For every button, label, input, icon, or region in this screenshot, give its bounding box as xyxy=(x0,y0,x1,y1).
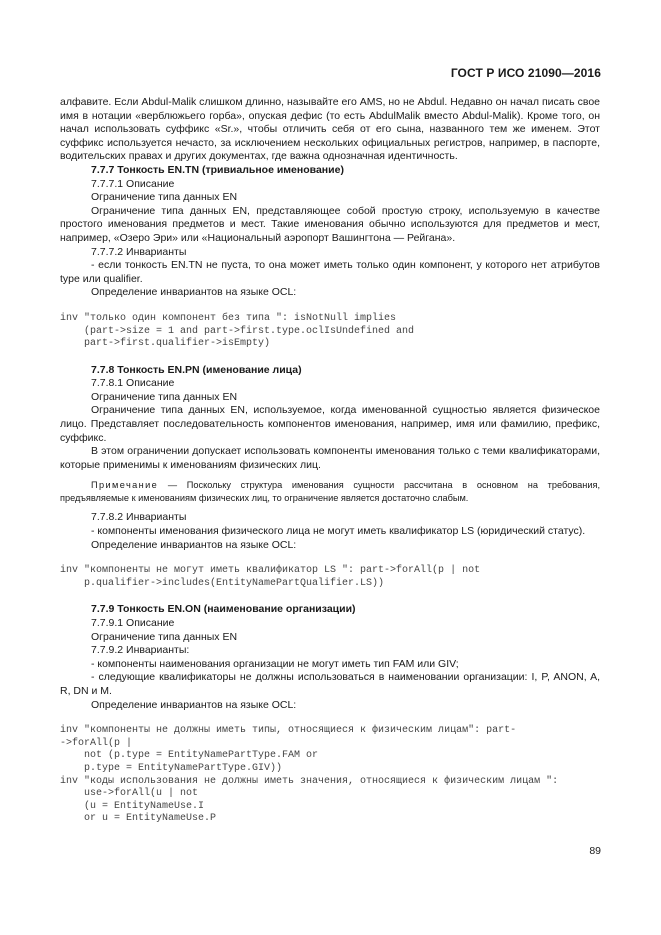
section-heading-778: 7.7.8 Тонкость EN.PN (именование лица) xyxy=(91,363,302,376)
constraint-line: Ограничение типа данных EN xyxy=(91,390,238,403)
invariant-item: - компоненты именования физического лица не могут иметь квалификатор LS (юридический статус). xyxy=(91,525,586,538)
ocl-code-block: inv "компоненты не могут иметь квалификатор LS ": part->forAll(p | not p.qualifier->includes(EntityNamePartQualifier.LS)) xyxy=(60,565,481,589)
note-label: Примечание xyxy=(91,480,159,491)
page-content xyxy=(60,96,600,826)
subsection-7791: 7.7.9.1 Описание xyxy=(91,617,175,629)
constraint-line: Ограничение типа данных EN xyxy=(91,630,238,643)
section-heading-777: 7.7.7 Тонкость EN.TN (тривиальное именование) xyxy=(91,163,344,176)
document-header: ГОСТ Р ИСО 21090—2016 xyxy=(450,66,601,80)
subsection-7781: 7.7.8.1 Описание xyxy=(91,377,175,390)
invariant-item: - если тонкость EN.TN не пуста, то она может иметь только один компонент, у которого нет атрибутов type или qualifier. xyxy=(60,259,600,285)
ocl-code-block: inv "только один компонент без типа ": isNotNull implies (part->size = 1 and part->first.type.oclIsUndefined and part->first.qualifier->isEmpty) xyxy=(60,312,415,350)
section-heading-779: 7.7.9 Тонкость EN.ON (наименование организации) xyxy=(91,603,356,616)
subsection-7792: 7.7.9.2 Инварианты: xyxy=(91,644,190,657)
subsection-7782: 7.7.8.2 Инварианты xyxy=(91,511,187,524)
invariant-item: - следующие квалификаторы не должны использоваться в наименовании организации: I, P, ANON, A, R, DN и M. xyxy=(60,671,600,697)
note-text: — Поскольку структура именования сущности рассчитана в основном на требования, предъявляемые к именованиям физических лиц, то ограничение является достаточно слабым. xyxy=(60,480,600,503)
page-number: 89 xyxy=(589,845,601,857)
ocl-label: Определение инвариантов на языке OCL: xyxy=(91,698,297,711)
constraint-line: Ограничение типа данных EN xyxy=(91,191,238,204)
invariant-item: - компоненты наименования организации не могут иметь тип FAM или GIV; xyxy=(91,657,459,670)
description-paragraph-2: В этом ограничении допускает использовать компоненты именования только с теми квалификаторами, которые применимы к именованиям физических лиц. xyxy=(60,445,600,471)
intro-paragraph: алфавите. Если Abdul-Malik слишком длинно, называйте его AMS, но не Abdul. Недавно он начал писать свое имя в нотации «верблюжьего горба», опуская дефис (то есть AbdulMalik вместо Abdul-Malik). Кроме того, он начал использовать суффикс «Sr.», чтобы отличить себя от его сына, названного тем же именем. Этот суффикс используется нечасто, за исключением нескольких официальных регистров, например, в паспорте, водительских правах и других документах, где важна однозначная идентичность. xyxy=(60,96,600,163)
subsection-7771: 7.7.7.1 Описание xyxy=(91,177,175,190)
ocl-label: Определение инвариантов на языке OCL: xyxy=(91,286,297,299)
note-paragraph xyxy=(60,479,600,504)
subsection-7772: 7.7.7.2 Инварианты xyxy=(91,245,187,258)
description-paragraph: Ограничение типа данных EN, используемое, когда именованной сущностью является физическое лицо. Представляет последовательность компонентов именования, например, имя или фамилию, префикс, суффикс. xyxy=(60,404,600,444)
ocl-label: Определение инвариантов на языке OCL: xyxy=(91,538,297,551)
ocl-code-block: inv "компоненты не должны иметь типы, относящиеся к физическим лицам": part- ->forAll(p | not (p.type = EntityNamePartType.FAM or p.type = EntityNamePartType.GIV)) inv "коды использования не должны иметь значения, относящиеся к физическим лицам ": use->forAll(u | not (u = EntityNameUse.I or u = EntityNameUse.P xyxy=(60,725,559,825)
description-paragraph: Ограничение типа данных EN, представляющее собой простую строку, используемую в качестве простого именования предметов и мест. Такие именования обычно используются для предметов и мест, например, «Озеро Эри» или «Национальный аэропорт Вашингтона — Рейгана». xyxy=(60,204,600,244)
